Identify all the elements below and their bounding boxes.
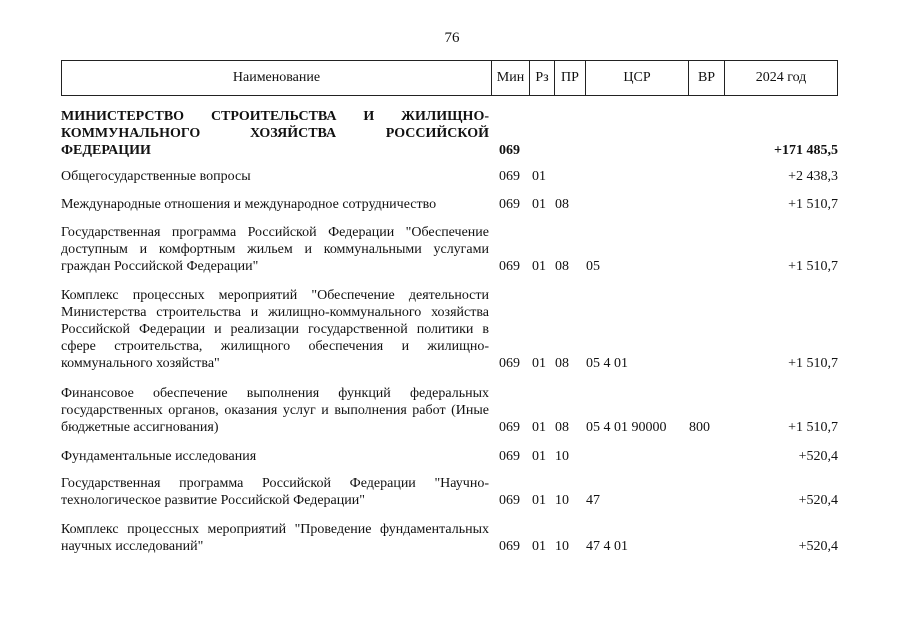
row-sum: +520,4 (798, 539, 838, 554)
row-sum: +520,4 (798, 449, 838, 464)
row-rz: 01 (532, 259, 546, 274)
table-row (61, 287, 838, 372)
row-min: 069 (499, 356, 520, 371)
row-name: Международные отношения и международное сотрудничество (61, 197, 437, 212)
row-csr: 47 (586, 493, 600, 508)
table-row (61, 168, 838, 185)
row-pr: 08 (555, 259, 569, 274)
row-min: 069 (499, 143, 520, 158)
row-min: 069 (499, 449, 520, 464)
row-sum: +1 510,7 (788, 356, 838, 371)
row-rz: 01 (532, 449, 546, 464)
row-min: 069 (499, 197, 520, 212)
row-rz: 01 (532, 539, 546, 554)
row-csr: 05 (586, 259, 600, 274)
row-pr: 08 (555, 197, 569, 212)
row-rz: 01 (532, 356, 546, 371)
header-min: Мин (492, 61, 530, 95)
row-sum: +520,4 (798, 493, 838, 508)
row-name: Фундаментальные исследования (61, 449, 257, 464)
row-csr: 05 4 01 (586, 356, 628, 371)
row-name: Государственная программа Российской Федерации "Научно-технологическое развитие Российской Федерации" (61, 476, 489, 508)
row-csr: 05 4 01 90000 (586, 420, 667, 435)
row-sum: +1 510,7 (788, 420, 838, 435)
row-min: 069 (499, 539, 520, 554)
row-pr: 08 (555, 356, 569, 371)
row-name: МИНИСТЕРСТВО СТРОИТЕЛЬСТВА И ЖИЛИЩНО-КОММУНАЛЬНОГО ХОЗЯЙСТВА РОССИЙСКОЙ ФЕДЕРАЦИИ (61, 109, 489, 158)
row-rz: 01 (532, 169, 546, 184)
header-name: Наименование (62, 61, 492, 95)
row-rz: 01 (532, 420, 546, 435)
row-min: 069 (499, 493, 520, 508)
table-row (61, 475, 838, 509)
header-vr: ВР (689, 61, 725, 95)
row-rz: 01 (532, 197, 546, 212)
table-row (61, 224, 838, 275)
row-pr: 10 (555, 493, 569, 508)
header-pr: ПР (555, 61, 586, 95)
table-row (61, 108, 838, 160)
table-row (61, 521, 838, 555)
header-csr: ЦСР (586, 61, 689, 95)
table-header (61, 60, 838, 96)
header-year: 2024 год (755, 70, 807, 85)
row-pr: 10 (555, 539, 569, 554)
row-rz: 01 (532, 493, 546, 508)
row-name: Общегосударственные вопросы (61, 169, 251, 184)
table-row (61, 196, 838, 213)
row-sum: +1 510,7 (788, 197, 838, 212)
row-sum: +2 438,3 (788, 169, 838, 184)
header-rz: Рз (530, 61, 555, 95)
row-csr: 47 4 01 (586, 539, 628, 554)
row-min: 069 (499, 169, 520, 184)
row-name: Комплекс процессных мероприятий "Проведение фундаментальных научных исследований" (61, 522, 489, 554)
row-name: Комплекс процессных мероприятий "Обеспечение деятельности Министерства строительства и жилищно-коммунального хозяйства Российской Федерации и реализации государственной политики в сфере строительства, жилищного обеспечения и жилищно-коммунального хозяйства" (61, 288, 489, 371)
page-number: 76 (444, 30, 460, 46)
row-pr: 08 (555, 420, 569, 435)
row-vr: 800 (689, 420, 710, 435)
table-row (61, 448, 838, 465)
row-sum: +171 485,5 (774, 143, 838, 158)
row-pr: 10 (555, 449, 569, 464)
row-min: 069 (499, 420, 520, 435)
row-name: Государственная программа Российской Федерации "Обеспечение доступным и комфортным жильем и коммунальными услугами граждан Российской Федерации" (61, 225, 489, 274)
table-row (61, 385, 838, 436)
row-min: 069 (499, 259, 520, 274)
row-sum: +1 510,7 (788, 259, 838, 274)
row-name: Финансовое обеспечение выполнения функций федеральных государственных органов, оказания услуг и выполнения работ (Иные бюджетные ассигнования) (61, 386, 489, 435)
